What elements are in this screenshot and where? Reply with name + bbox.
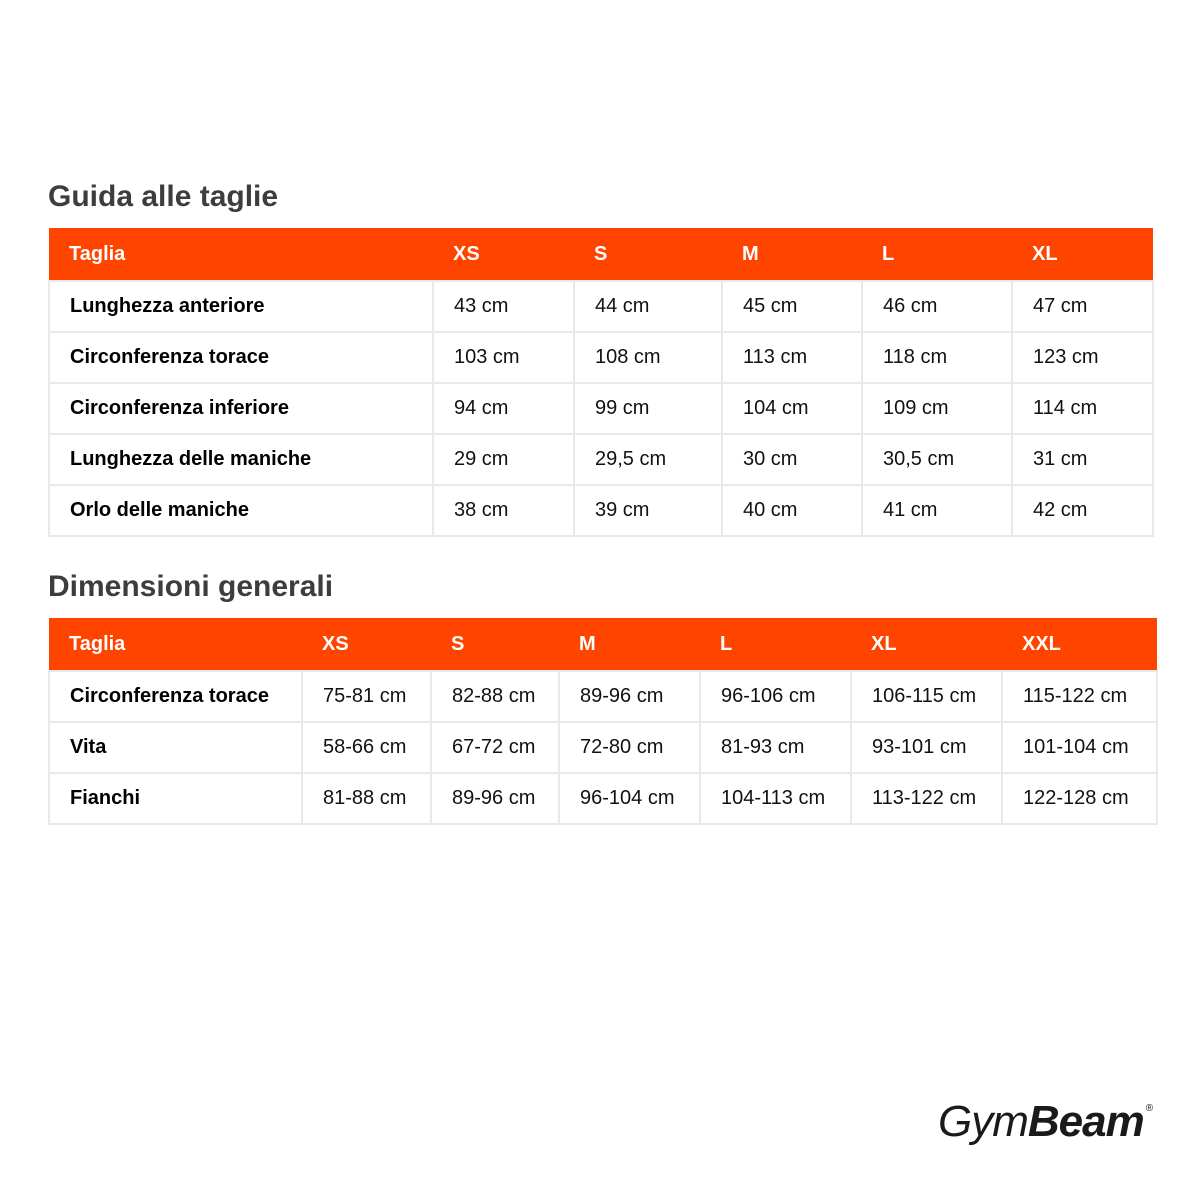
table-cell: 99 cm bbox=[574, 383, 722, 434]
table-cell: 29 cm bbox=[433, 434, 574, 485]
table-cell: 82-88 cm bbox=[431, 671, 559, 722]
table-cell: 104 cm bbox=[722, 383, 862, 434]
table-cell: 81-93 cm bbox=[700, 722, 851, 773]
table-cell: 89-96 cm bbox=[559, 671, 700, 722]
table-row bbox=[49, 383, 1153, 434]
row-label: Lunghezza anteriore bbox=[49, 281, 433, 332]
row-label: Fianchi bbox=[49, 773, 302, 824]
general-dimensions-title: Dimensioni generali bbox=[48, 570, 334, 603]
table-cell: 30,5 cm bbox=[862, 434, 1012, 485]
header-cell-xxl: XXL bbox=[1002, 618, 1157, 671]
row-label: Vita bbox=[49, 722, 302, 773]
table-row bbox=[49, 773, 1157, 824]
table-row bbox=[49, 722, 1157, 773]
header-cell-size: Taglia bbox=[49, 618, 302, 671]
table-cell: 30 cm bbox=[722, 434, 862, 485]
table-header-row bbox=[49, 228, 1153, 281]
table-cell: 81-88 cm bbox=[302, 773, 431, 824]
general-dimensions-table bbox=[48, 618, 1158, 825]
table-cell: 108 cm bbox=[574, 332, 722, 383]
logo-part-bold: Beam bbox=[1027, 1097, 1144, 1146]
header-cell-l: L bbox=[862, 228, 1012, 281]
table-cell: 42 cm bbox=[1012, 485, 1153, 536]
header-cell-m: M bbox=[559, 618, 700, 671]
row-label: Circonferenza inferiore bbox=[49, 383, 433, 434]
table-cell: 31 cm bbox=[1012, 434, 1153, 485]
row-label: Lunghezza delle maniche bbox=[49, 434, 433, 485]
row-label: Circonferenza torace bbox=[49, 671, 302, 722]
table-cell: 115-122 cm bbox=[1002, 671, 1157, 722]
registered-mark: ® bbox=[1145, 1103, 1153, 1114]
table-cell: 29,5 cm bbox=[574, 434, 722, 485]
table-cell: 44 cm bbox=[574, 281, 722, 332]
header-cell-xl: XL bbox=[851, 618, 1002, 671]
table-row bbox=[49, 281, 1153, 332]
table-cell: 96-104 cm bbox=[559, 773, 700, 824]
table-row bbox=[49, 485, 1153, 536]
table-row bbox=[49, 671, 1157, 722]
table-cell: 104-113 cm bbox=[700, 773, 851, 824]
table-cell: 67-72 cm bbox=[431, 722, 559, 773]
table-cell: 123 cm bbox=[1012, 332, 1153, 383]
header-cell-l: L bbox=[700, 618, 851, 671]
table-cell: 93-101 cm bbox=[851, 722, 1002, 773]
table-row bbox=[49, 332, 1153, 383]
table-cell: 46 cm bbox=[862, 281, 1012, 332]
table-cell: 89-96 cm bbox=[431, 773, 559, 824]
row-label: Circonferenza torace bbox=[49, 332, 433, 383]
table-cell: 96-106 cm bbox=[700, 671, 851, 722]
table-cell: 114 cm bbox=[1012, 383, 1153, 434]
table-cell: 72-80 cm bbox=[559, 722, 700, 773]
table-cell: 113 cm bbox=[722, 332, 862, 383]
header-cell-xs: XS bbox=[433, 228, 574, 281]
table-cell: 75-81 cm bbox=[302, 671, 431, 722]
table-cell: 58-66 cm bbox=[302, 722, 431, 773]
row-label: Orlo delle maniche bbox=[49, 485, 433, 536]
table-cell: 38 cm bbox=[433, 485, 574, 536]
table-cell: 39 cm bbox=[574, 485, 722, 536]
table-cell: 106-115 cm bbox=[851, 671, 1002, 722]
table-cell: 122-128 cm bbox=[1002, 773, 1157, 824]
header-cell-xs: XS bbox=[302, 618, 431, 671]
header-cell-s: S bbox=[431, 618, 559, 671]
size-guide-title: Guida alle taglie bbox=[48, 180, 279, 213]
logo-part-light: Gym bbox=[938, 1097, 1028, 1146]
table-cell: 43 cm bbox=[433, 281, 574, 332]
table-row bbox=[49, 434, 1153, 485]
table-cell: 109 cm bbox=[862, 383, 1012, 434]
table-cell: 47 cm bbox=[1012, 281, 1153, 332]
table-cell: 103 cm bbox=[433, 332, 574, 383]
table-cell: 41 cm bbox=[862, 485, 1012, 536]
table-cell: 40 cm bbox=[722, 485, 862, 536]
table-cell: 94 cm bbox=[433, 383, 574, 434]
header-cell-s: S bbox=[574, 228, 722, 281]
header-cell-m: M bbox=[722, 228, 862, 281]
table-header-row bbox=[49, 618, 1157, 671]
header-cell-size: Taglia bbox=[49, 228, 433, 281]
table-cell: 118 cm bbox=[862, 332, 1012, 383]
header-cell-xl: XL bbox=[1012, 228, 1153, 281]
table-cell: 45 cm bbox=[722, 281, 862, 332]
table-cell: 101-104 cm bbox=[1002, 722, 1157, 773]
table-cell: 113-122 cm bbox=[851, 773, 1002, 824]
size-guide-table bbox=[48, 228, 1154, 537]
gymbeam-logo bbox=[938, 1097, 1153, 1146]
